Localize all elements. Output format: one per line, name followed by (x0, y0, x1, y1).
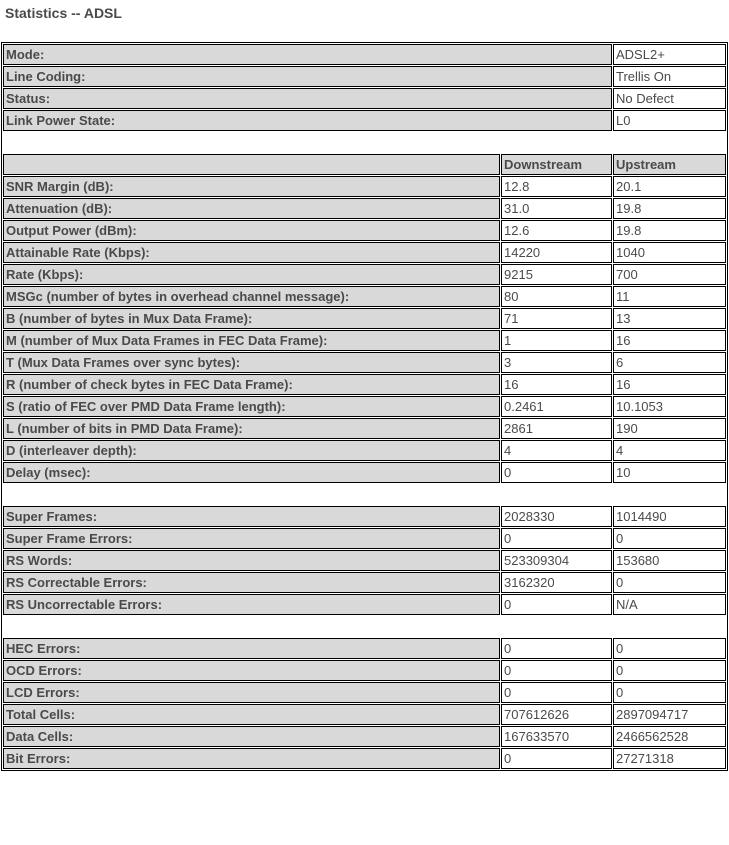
stat-downstream-cell: 2861 (501, 418, 612, 439)
stat-row (3, 198, 726, 219)
separator-cell (3, 616, 726, 637)
stat-upstream-cell: 2466562528 (613, 726, 726, 747)
stat-label-cell: HEC Errors: (3, 638, 500, 659)
stat-downstream-cell: 0 (501, 462, 612, 483)
stat-downstream-cell: 31.0 (501, 198, 612, 219)
stat-label-cell: S (ratio of FEC over PMD Data Frame length): (3, 396, 500, 417)
stat-downstream-cell: 1 (501, 330, 612, 351)
stat-row (3, 176, 726, 197)
info-value-cell: No Defect (613, 88, 726, 109)
column-header-downstream: Downstream (501, 154, 612, 175)
stat-label-cell: T (Mux Data Frames over sync bytes): (3, 352, 500, 373)
stat-upstream-cell: 10.1053 (613, 396, 726, 417)
stat-upstream-cell: 190 (613, 418, 726, 439)
stat-label-cell: M (number of Mux Data Frames in FEC Data Frame): (3, 330, 500, 351)
stat-label-cell: Super Frame Errors: (3, 528, 500, 549)
info-label-cell: Mode: (3, 44, 612, 65)
stat-row (3, 638, 726, 659)
stat-row (3, 308, 726, 329)
stat-upstream-cell: 0 (613, 572, 726, 593)
stat-upstream-cell: 20.1 (613, 176, 726, 197)
stat-row (3, 264, 726, 285)
stat-row (3, 462, 726, 483)
info-row (3, 110, 726, 131)
stat-upstream-cell: 0 (613, 660, 726, 681)
stat-downstream-cell: 3162320 (501, 572, 612, 593)
stat-label-cell: L (number of bits in PMD Data Frame): (3, 418, 500, 439)
stat-upstream-cell: 4 (613, 440, 726, 461)
info-row (3, 88, 726, 109)
stat-row (3, 286, 726, 307)
stat-label-cell: Super Frames: (3, 506, 500, 527)
separator-cell (3, 484, 726, 505)
stat-row (3, 528, 726, 549)
stat-downstream-cell: 9215 (501, 264, 612, 285)
separator-row (3, 484, 726, 505)
stat-row (3, 704, 726, 725)
stat-label-cell: Rate (Kbps): (3, 264, 500, 285)
stat-downstream-cell: 0 (501, 682, 612, 703)
column-header-upstream: Upstream (613, 154, 726, 175)
info-label-cell: Status: (3, 88, 612, 109)
stat-upstream-cell: 1014490 (613, 506, 726, 527)
info-label-cell: Line Coding: (3, 66, 612, 87)
stat-row (3, 660, 726, 681)
adsl-statistics-table (1, 42, 728, 771)
stat-upstream-cell: 0 (613, 528, 726, 549)
stat-downstream-cell: 2028330 (501, 506, 612, 527)
separator-row (3, 616, 726, 637)
stat-row (3, 748, 726, 769)
stat-label-cell: SNR Margin (dB): (3, 176, 500, 197)
stat-label-cell: Output Power (dBm): (3, 220, 500, 241)
info-value-cell: L0 (613, 110, 726, 131)
stat-row (3, 594, 726, 615)
stat-downstream-cell: 0 (501, 638, 612, 659)
stat-downstream-cell: 80 (501, 286, 612, 307)
stat-upstream-cell: 0 (613, 682, 726, 703)
stat-row (3, 374, 726, 395)
stat-row (3, 396, 726, 417)
stat-label-cell: Attenuation (dB): (3, 198, 500, 219)
stat-row (3, 682, 726, 703)
info-value-cell: ADSL2+ (613, 44, 726, 65)
stat-row (3, 352, 726, 373)
separator-cell (3, 132, 726, 153)
stat-label-cell: RS Words: (3, 550, 500, 571)
stat-downstream-cell: 14220 (501, 242, 612, 263)
stat-downstream-cell: 0 (501, 660, 612, 681)
header-blank-cell (3, 154, 500, 175)
stat-downstream-cell: 523309304 (501, 550, 612, 571)
info-row (3, 44, 726, 65)
stat-row (3, 726, 726, 747)
stat-downstream-cell: 3 (501, 352, 612, 373)
stat-label-cell: Delay (msec): (3, 462, 500, 483)
stat-upstream-cell: 0 (613, 638, 726, 659)
stat-downstream-cell: 0.2461 (501, 396, 612, 417)
stat-upstream-cell: 10 (613, 462, 726, 483)
stat-label-cell: OCD Errors: (3, 660, 500, 681)
stat-upstream-cell: 16 (613, 330, 726, 351)
stat-downstream-cell: 4 (501, 440, 612, 461)
stat-label-cell: R (number of check bytes in FEC Data Frame): (3, 374, 500, 395)
stat-row (3, 242, 726, 263)
stats-header-row (3, 154, 726, 175)
stat-label-cell: Attainable Rate (Kbps): (3, 242, 500, 263)
stat-upstream-cell: 27271318 (613, 748, 726, 769)
stat-upstream-cell: 11 (613, 286, 726, 307)
stat-downstream-cell: 16 (501, 374, 612, 395)
stat-label-cell: RS Uncorrectable Errors: (3, 594, 500, 615)
stat-row (3, 220, 726, 241)
stat-label-cell: Data Cells: (3, 726, 500, 747)
stat-label-cell: D (interleaver depth): (3, 440, 500, 461)
stat-row (3, 550, 726, 571)
info-row (3, 66, 726, 87)
stat-downstream-cell: 12.8 (501, 176, 612, 197)
stat-downstream-cell: 167633570 (501, 726, 612, 747)
stat-row (3, 330, 726, 351)
page-title: Statistics -- ADSL (5, 5, 122, 21)
stat-downstream-cell: 71 (501, 308, 612, 329)
stat-label-cell: Total Cells: (3, 704, 500, 725)
stat-upstream-cell: 19.8 (613, 198, 726, 219)
stat-upstream-cell: 6 (613, 352, 726, 373)
stat-downstream-cell: 0 (501, 748, 612, 769)
stat-upstream-cell: 700 (613, 264, 726, 285)
stat-label-cell: MSGc (number of bytes in overhead channel message): (3, 286, 500, 307)
info-value-cell: Trellis On (613, 66, 726, 87)
separator-row (3, 132, 726, 153)
stat-downstream-cell: 707612626 (501, 704, 612, 725)
stat-downstream-cell: 12.6 (501, 220, 612, 241)
stat-row (3, 572, 726, 593)
stat-label-cell: RS Correctable Errors: (3, 572, 500, 593)
stat-upstream-cell: 16 (613, 374, 726, 395)
stat-downstream-cell: 0 (501, 594, 612, 615)
stat-row (3, 440, 726, 461)
stat-downstream-cell: 0 (501, 528, 612, 549)
stat-upstream-cell: 153680 (613, 550, 726, 571)
stat-upstream-cell: 2897094717 (613, 704, 726, 725)
adsl-statistics-table-body (3, 44, 726, 769)
info-label-cell: Link Power State: (3, 110, 612, 131)
stat-row (3, 418, 726, 439)
stat-row (3, 506, 726, 527)
stat-label-cell: Bit Errors: (3, 748, 500, 769)
stat-upstream-cell: 1040 (613, 242, 726, 263)
stat-upstream-cell: 19.8 (613, 220, 726, 241)
stat-upstream-cell: N/A (613, 594, 726, 615)
stat-label-cell: B (number of bytes in Mux Data Frame): (3, 308, 500, 329)
stat-upstream-cell: 13 (613, 308, 726, 329)
stat-label-cell: LCD Errors: (3, 682, 500, 703)
